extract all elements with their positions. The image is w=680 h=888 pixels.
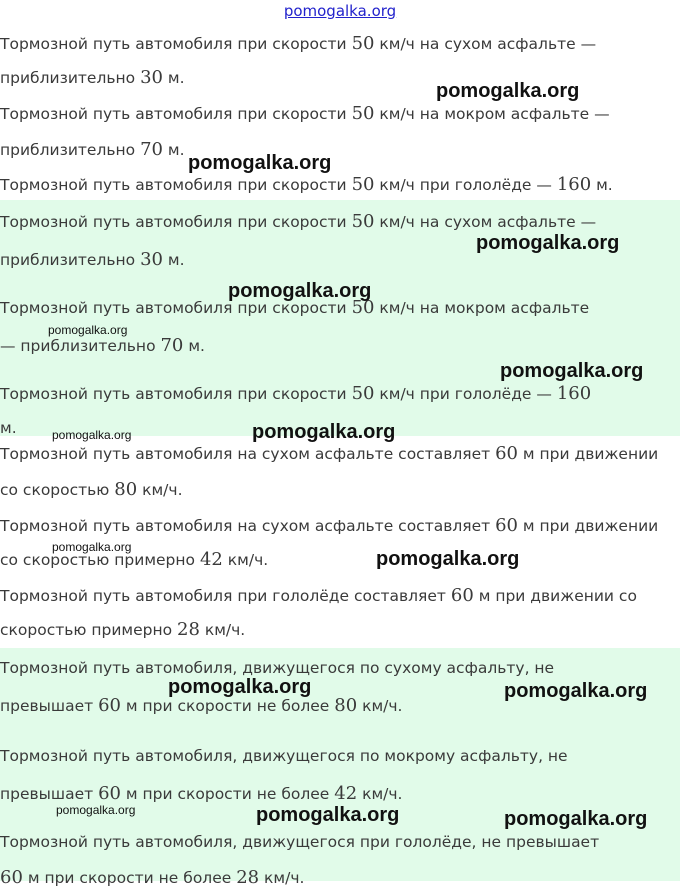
number: 28 [177,619,200,640]
number: 60 [495,443,518,464]
text-line [0,658,554,678]
text-line [0,696,402,716]
watermark: pomogalka.org [48,323,128,337]
text-run: м при скорости не более [120,785,335,803]
number: 80 [334,695,358,716]
text-run: м при движении [518,517,659,535]
text-line [0,516,658,536]
number: 30 [140,67,163,88]
text-run: Тормозной путь автомобиля при скорости [0,35,352,53]
text-line [0,480,183,500]
text-line [0,250,185,270]
text-run: км/ч. [357,785,403,803]
watermark: pomogalka.org [476,232,620,254]
text-run: со скоростью примерно [0,551,200,569]
number: 60 [450,585,474,606]
text-run: км/ч на сухом асфальте — [374,213,597,231]
watermark: pomogalka.org [376,548,520,570]
number: 60 [495,515,518,536]
text-run: приблизительно [0,251,141,269]
text-run: км/ч. [259,869,305,887]
text-line [0,746,568,766]
text-run: Тормозной путь автомобиля при скорости [0,213,352,231]
text-line [0,620,245,640]
watermark: pomogalka.org [500,360,644,382]
number: 60 [98,695,121,716]
number: 42 [199,549,223,570]
number: 160 [556,383,592,404]
number: 160 [556,174,592,195]
number: 70 [160,335,184,356]
number: 50 [351,383,375,404]
watermark: pomogalka.org [256,804,400,826]
number: 28 [236,867,260,888]
watermark: pomogalka.org [52,540,132,554]
text-line [0,384,591,404]
text-run: м. [162,251,185,269]
site-link[interactable]: pomogalka.org [283,2,397,20]
text-line [0,832,599,852]
text-run: Тормозной путь автомобиля, движущегося по мокрому асфальту, не [0,747,568,765]
text-run: приблизительно [0,141,141,159]
text-line [0,140,185,160]
text-run: м при движении [518,445,659,463]
text-run: км/ч. [222,551,269,569]
text-run: Тормозной путь автомобиля, движущегося по сухому асфальту, не [0,659,555,677]
number: 50 [351,174,375,195]
watermark: pomogalka.org [504,680,648,702]
text-run: Тормозной путь автомобиля на сухом асфальте составляет [0,517,496,535]
watermark: pomogalka.org [56,803,136,817]
number: 50 [351,297,375,318]
watermark: pomogalka.org [252,421,396,443]
text-run: Тормозной путь автомобиля на сухом асфальте составляет [0,445,496,463]
text-run: м. [183,337,205,355]
number: 50 [351,103,375,124]
text-run: км/ч при гололёде — [374,176,557,194]
number: 60 [0,867,23,888]
text-line [0,212,596,232]
number: 60 [98,783,121,804]
text-run: м. [162,69,185,87]
watermark: pomogalka.org [436,80,580,102]
text-run: км/ч на мокром асфальте — [374,105,610,123]
text-run: Тормозной путь автомобиля при гололёде составляет [0,587,451,605]
number: 30 [140,249,163,270]
watermark: pomogalka.org [52,428,132,442]
text-run: превышает [0,697,99,715]
text-run: скоростью примерно [0,621,178,639]
text-line [0,104,610,124]
text-run: км/ч. [357,697,403,715]
text-run: м. [591,176,613,194]
text-line [0,175,613,195]
text-run: км/ч. [199,621,246,639]
text-run: м. [0,419,17,437]
watermark: pomogalka.org [188,152,332,174]
number: 50 [351,33,375,54]
text-run: Тормозной путь автомобиля при скорости [0,299,352,317]
text-run: км/ч. [137,481,183,499]
text-run: м. [162,141,185,159]
text-line [0,868,304,888]
text-run: м при скорости не более [22,869,237,887]
text-run: Тормозной путь автомобиля при скорости [0,105,352,123]
number: 42 [334,783,358,804]
text-line [0,444,658,464]
text-run: км/ч на мокром асфальте [374,299,590,317]
text-run: приблизительно [0,69,141,87]
number: 50 [351,211,375,232]
text-run: Тормозной путь автомобиля, движущегося при гололёде, не превышает [0,833,600,851]
text-line [0,68,185,88]
text-run: км/ч на сухом асфальте — [374,35,597,53]
text-line [0,336,205,356]
text-line [0,418,17,438]
text-line [0,550,268,570]
text-run: км/ч при гололёде — [374,385,557,403]
number: 80 [114,479,138,500]
text-line [0,784,402,804]
watermark: pomogalka.org [168,676,312,698]
text-run: — приблизительно [0,337,161,355]
text-line [0,586,637,606]
watermark: pomogalka.org [504,808,648,830]
text-run: м при скорости не более [120,697,335,715]
number: 70 [140,139,163,160]
text-line [0,34,596,54]
text-run: Тормозной путь автомобиля при скорости [0,176,352,194]
text-run: со скоростью [0,481,115,499]
watermark: pomogalka.org [228,280,372,302]
text-run: Тормозной путь автомобиля при скорости [0,385,352,403]
text-run: превышает [0,785,99,803]
text-run: м при движении со [473,587,637,605]
